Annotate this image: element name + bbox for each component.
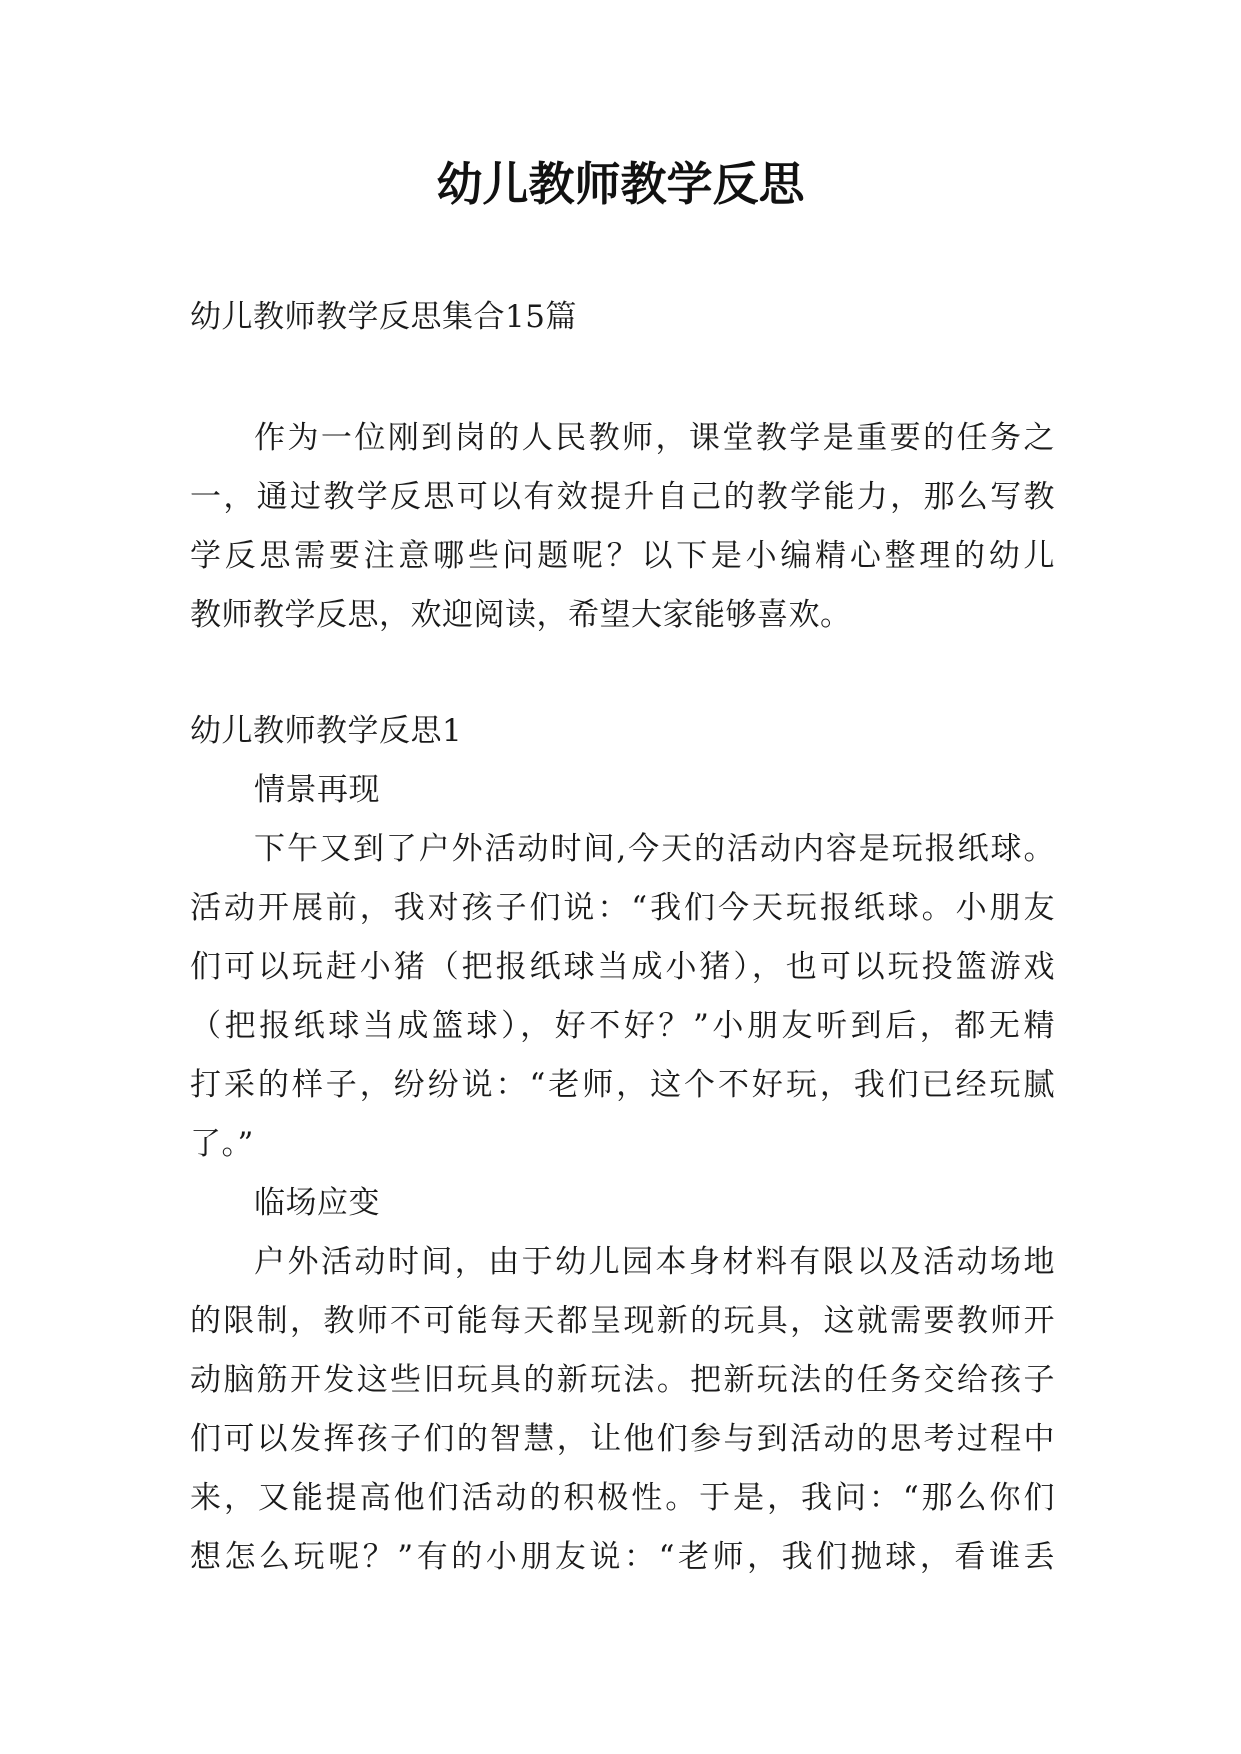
paragraph-line: 活动开展前，我对孩子们说：“我们今天玩报纸球。小朋友: [190, 890, 1055, 926]
spacer: [190, 347, 1055, 409]
section-heading: 幼儿教师教学反思1: [190, 713, 463, 749]
paragraph-line: 下午又到了户外活动时间,今天的活动内容是玩报纸球。: [254, 831, 1055, 867]
paragraph-line: 想怎么玩呢？”有的小朋友说：“老师，我们抛球，看谁丢: [190, 1539, 1055, 1575]
intro-line: 一，通过教学反思可以有效提升自己的教学能力，那么写教: [190, 479, 1055, 515]
intro-line: 教师教学反思，欢迎阅读，希望大家能够喜欢。: [190, 597, 852, 633]
spacer: [190, 645, 1055, 702]
intro-line: 学反思需要注意哪些问题呢？以下是小编精心整理的幼儿: [190, 538, 1055, 574]
intro-line: 作为一位刚到岗的人民教师，课堂教学是重要的任务之: [254, 420, 1055, 456]
subheading-scene: 情景再现: [254, 772, 380, 808]
document-title: 幼儿教师教学反思: [436, 157, 805, 211]
paragraph-line: （把报纸球当成篮球），好不好？”小朋友听到后，都无精: [190, 1008, 1055, 1044]
paragraph-line: 的限制，教师不可能每天都呈现新的玩具，这就需要教师开: [190, 1303, 1055, 1339]
paragraph-line: 动脑筋开发这些旧玩具的新玩法。把新玩法的任务交给孩子: [190, 1362, 1055, 1398]
paragraph-line: 户外活动时间，由于幼儿园本身材料有限以及活动场地: [254, 1244, 1055, 1280]
subheading-response: 临场应变: [254, 1185, 380, 1221]
document-subtitle: 幼儿教师教学反思集合15篇: [190, 299, 577, 335]
document-body: [190, 288, 1055, 1587]
paragraph-line: 们可以玩赶小猪（把报纸球当成小猪），也可以玩投篮游戏: [190, 949, 1055, 985]
paragraph-line: 了。”: [190, 1126, 254, 1162]
paragraph-line: 打采的样子，纷纷说：“老师，这个不好玩，我们已经玩腻: [190, 1067, 1055, 1103]
paragraph-line: 来，又能提高他们活动的积极性。于是，我问：“那么你们: [190, 1480, 1055, 1516]
paragraph-line: 们可以发挥孩子们的智慧，让他们参与到活动的思考过程中: [190, 1421, 1055, 1457]
